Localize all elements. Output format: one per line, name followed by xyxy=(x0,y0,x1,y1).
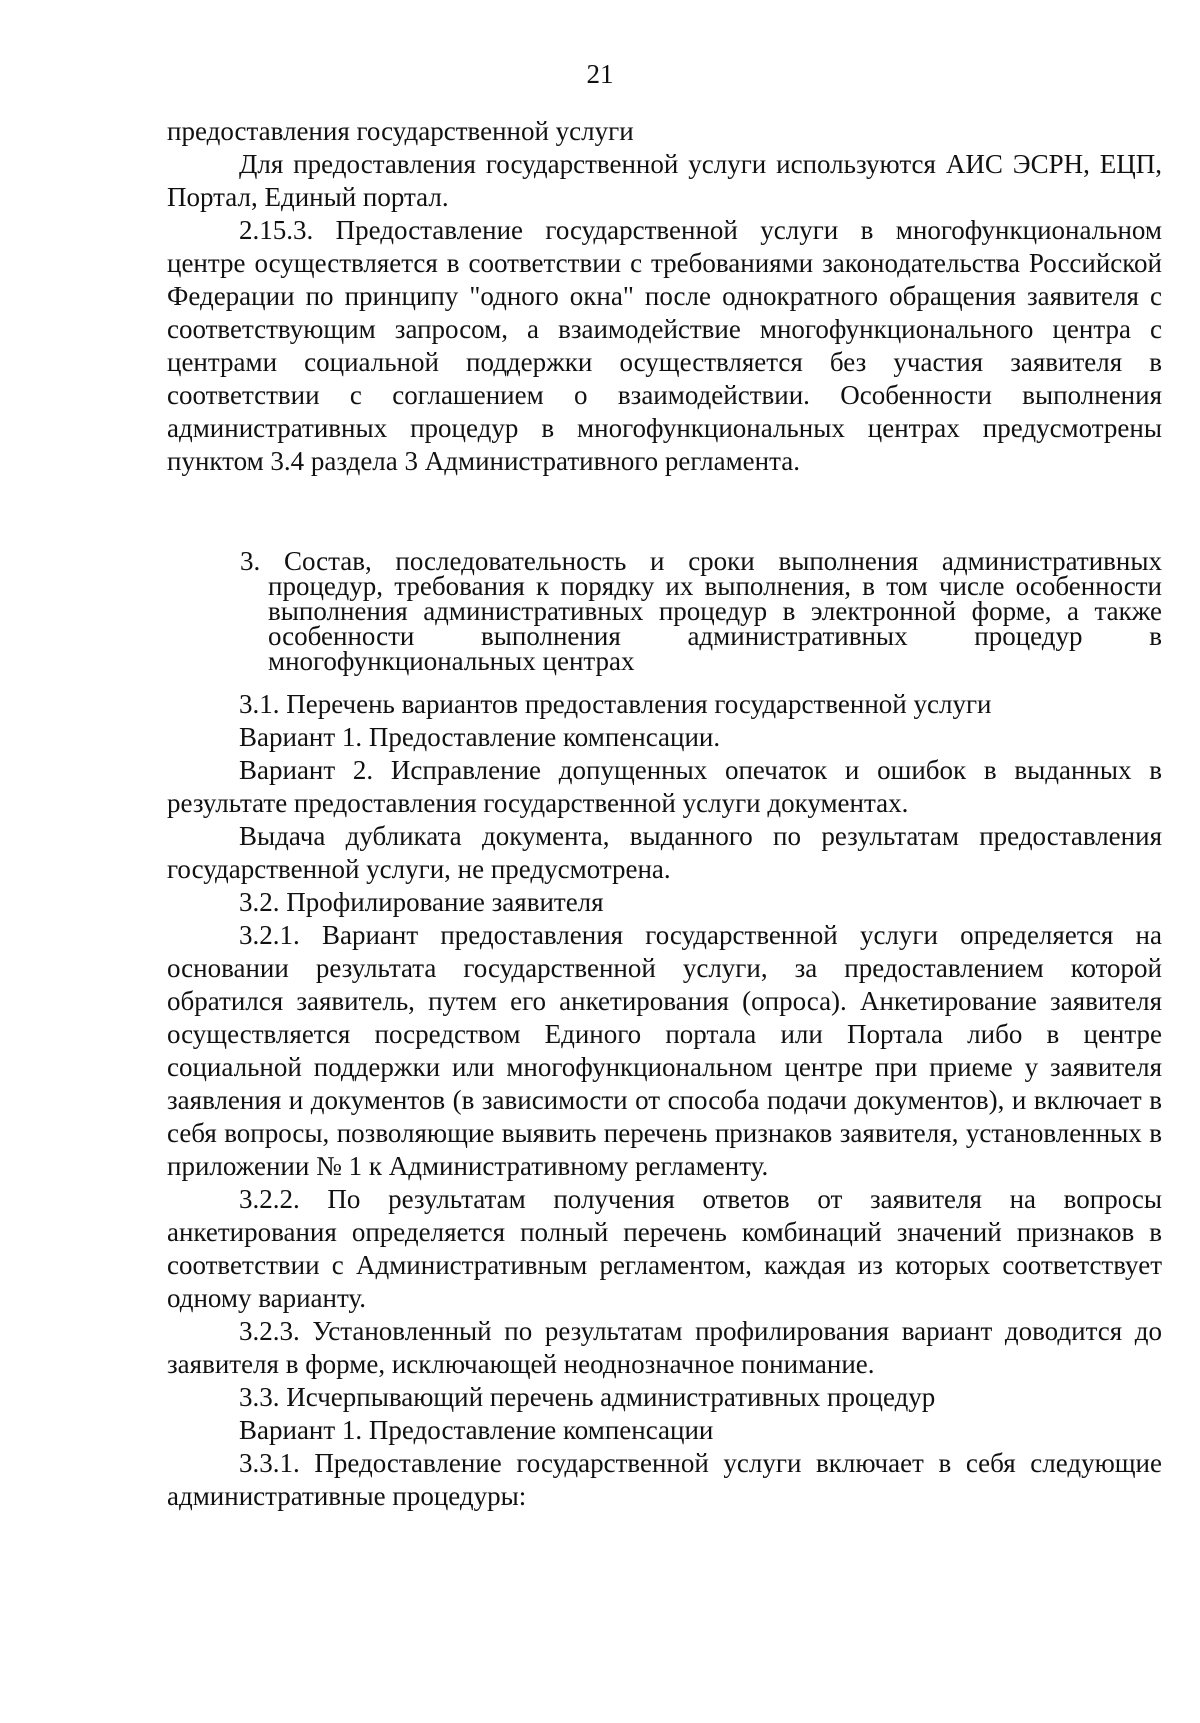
paragraph-3-3: 3.3. Исчерпывающий перечень административных процедур xyxy=(239,1382,936,1412)
paragraph-3-1: 3.1. Перечень вариантов предоставления государственной услуги xyxy=(239,689,992,719)
page-number: 21 xyxy=(586,59,614,89)
section-3-text xyxy=(167,688,1162,1513)
paragraph-systems: Для предоставления государственной услуги используются АИС ЭСРН, ЕЦП, Портал, Единый портал. xyxy=(167,149,1162,212)
paragraph-2-15-3: 2.15.3. Предоставление государственной услуги в многофункциональном центре осуществляется в соответствии с требованиями законодательства Российской Федерации по принципу "одного окна" после однократного обращения заявителя с соответствующим запросом, а взаимодействие многофункционального центра с центрами социальной поддержки осуществляется без участия заявителя в соответствии с соглашением о взаимодействии. Особенности выполнения административных процедур в многофункциональных центрах предусмотрены пунктом 3.4 раздела 3 Административного регламента. xyxy=(167,215,1162,476)
paragraph-continuation: предоставления государственной услуги xyxy=(167,116,634,146)
paragraph-variant-1: Вариант 1. Предоставление компенсации. xyxy=(239,722,721,752)
paragraph-variant-2: Вариант 2. Исправление допущенных опечаток и ошибок в выданных в результате предоставления государственной услуги документах. xyxy=(167,755,1162,818)
section-3-heading xyxy=(240,546,1162,676)
paragraph-duplicate: Выдача дубликата документа, выданного по результатам предоставления государственной услуги, не предусмотрена. xyxy=(167,821,1162,884)
paragraph-3-2-2: 3.2.2. По результатам получения ответов от заявителя на вопросы анкетирования определяется полный перечень комбинаций значений признаков в соответствии с Административным регламентом, каждая из которых соответствует одному варианту. xyxy=(167,1184,1162,1313)
paragraph-3-3-1: 3.3.1. Предоставление государственной услуги включает в себя следующие административные процедуры: xyxy=(167,1448,1162,1511)
section-3-heading-text: 3. Состав, последовательность и сроки выполнения административных процедур, требования к порядку их выполнения, в том числе особенности выполнения административных процедур в электронной форме, а также особенности выполнения административных процедур в многофункциональных центрах xyxy=(240,546,1162,676)
paragraph-3-2: 3.2. Профилирование заявителя xyxy=(239,887,604,917)
paragraph-variant-1-compensation: Вариант 1. Предоставление компенсации xyxy=(239,1415,714,1445)
paragraph-3-2-3: 3.2.3. Установленный по результатам профилирования вариант доводится до заявителя в форме, исключающей неоднозначное понимание. xyxy=(167,1316,1162,1379)
section-2-text xyxy=(167,115,1162,478)
paragraph-3-2-1: 3.2.1. Вариант предоставления государственной услуги определяется на основании результата государственной услуги, за предоставлением которой обратился заявитель, путем его анкетирования (опроса). Анкетирование заявителя осуществляется посредством Единого портала или Портала либо в центре социальной поддержки или многофункциональном центре при приеме у заявителя заявления и документов (в зависимости от способа подачи документов), и включает в себя вопросы, позволяющие выявить перечень признаков заявителя, установленных в приложении № 1 к Административному регламенту. xyxy=(167,920,1162,1181)
